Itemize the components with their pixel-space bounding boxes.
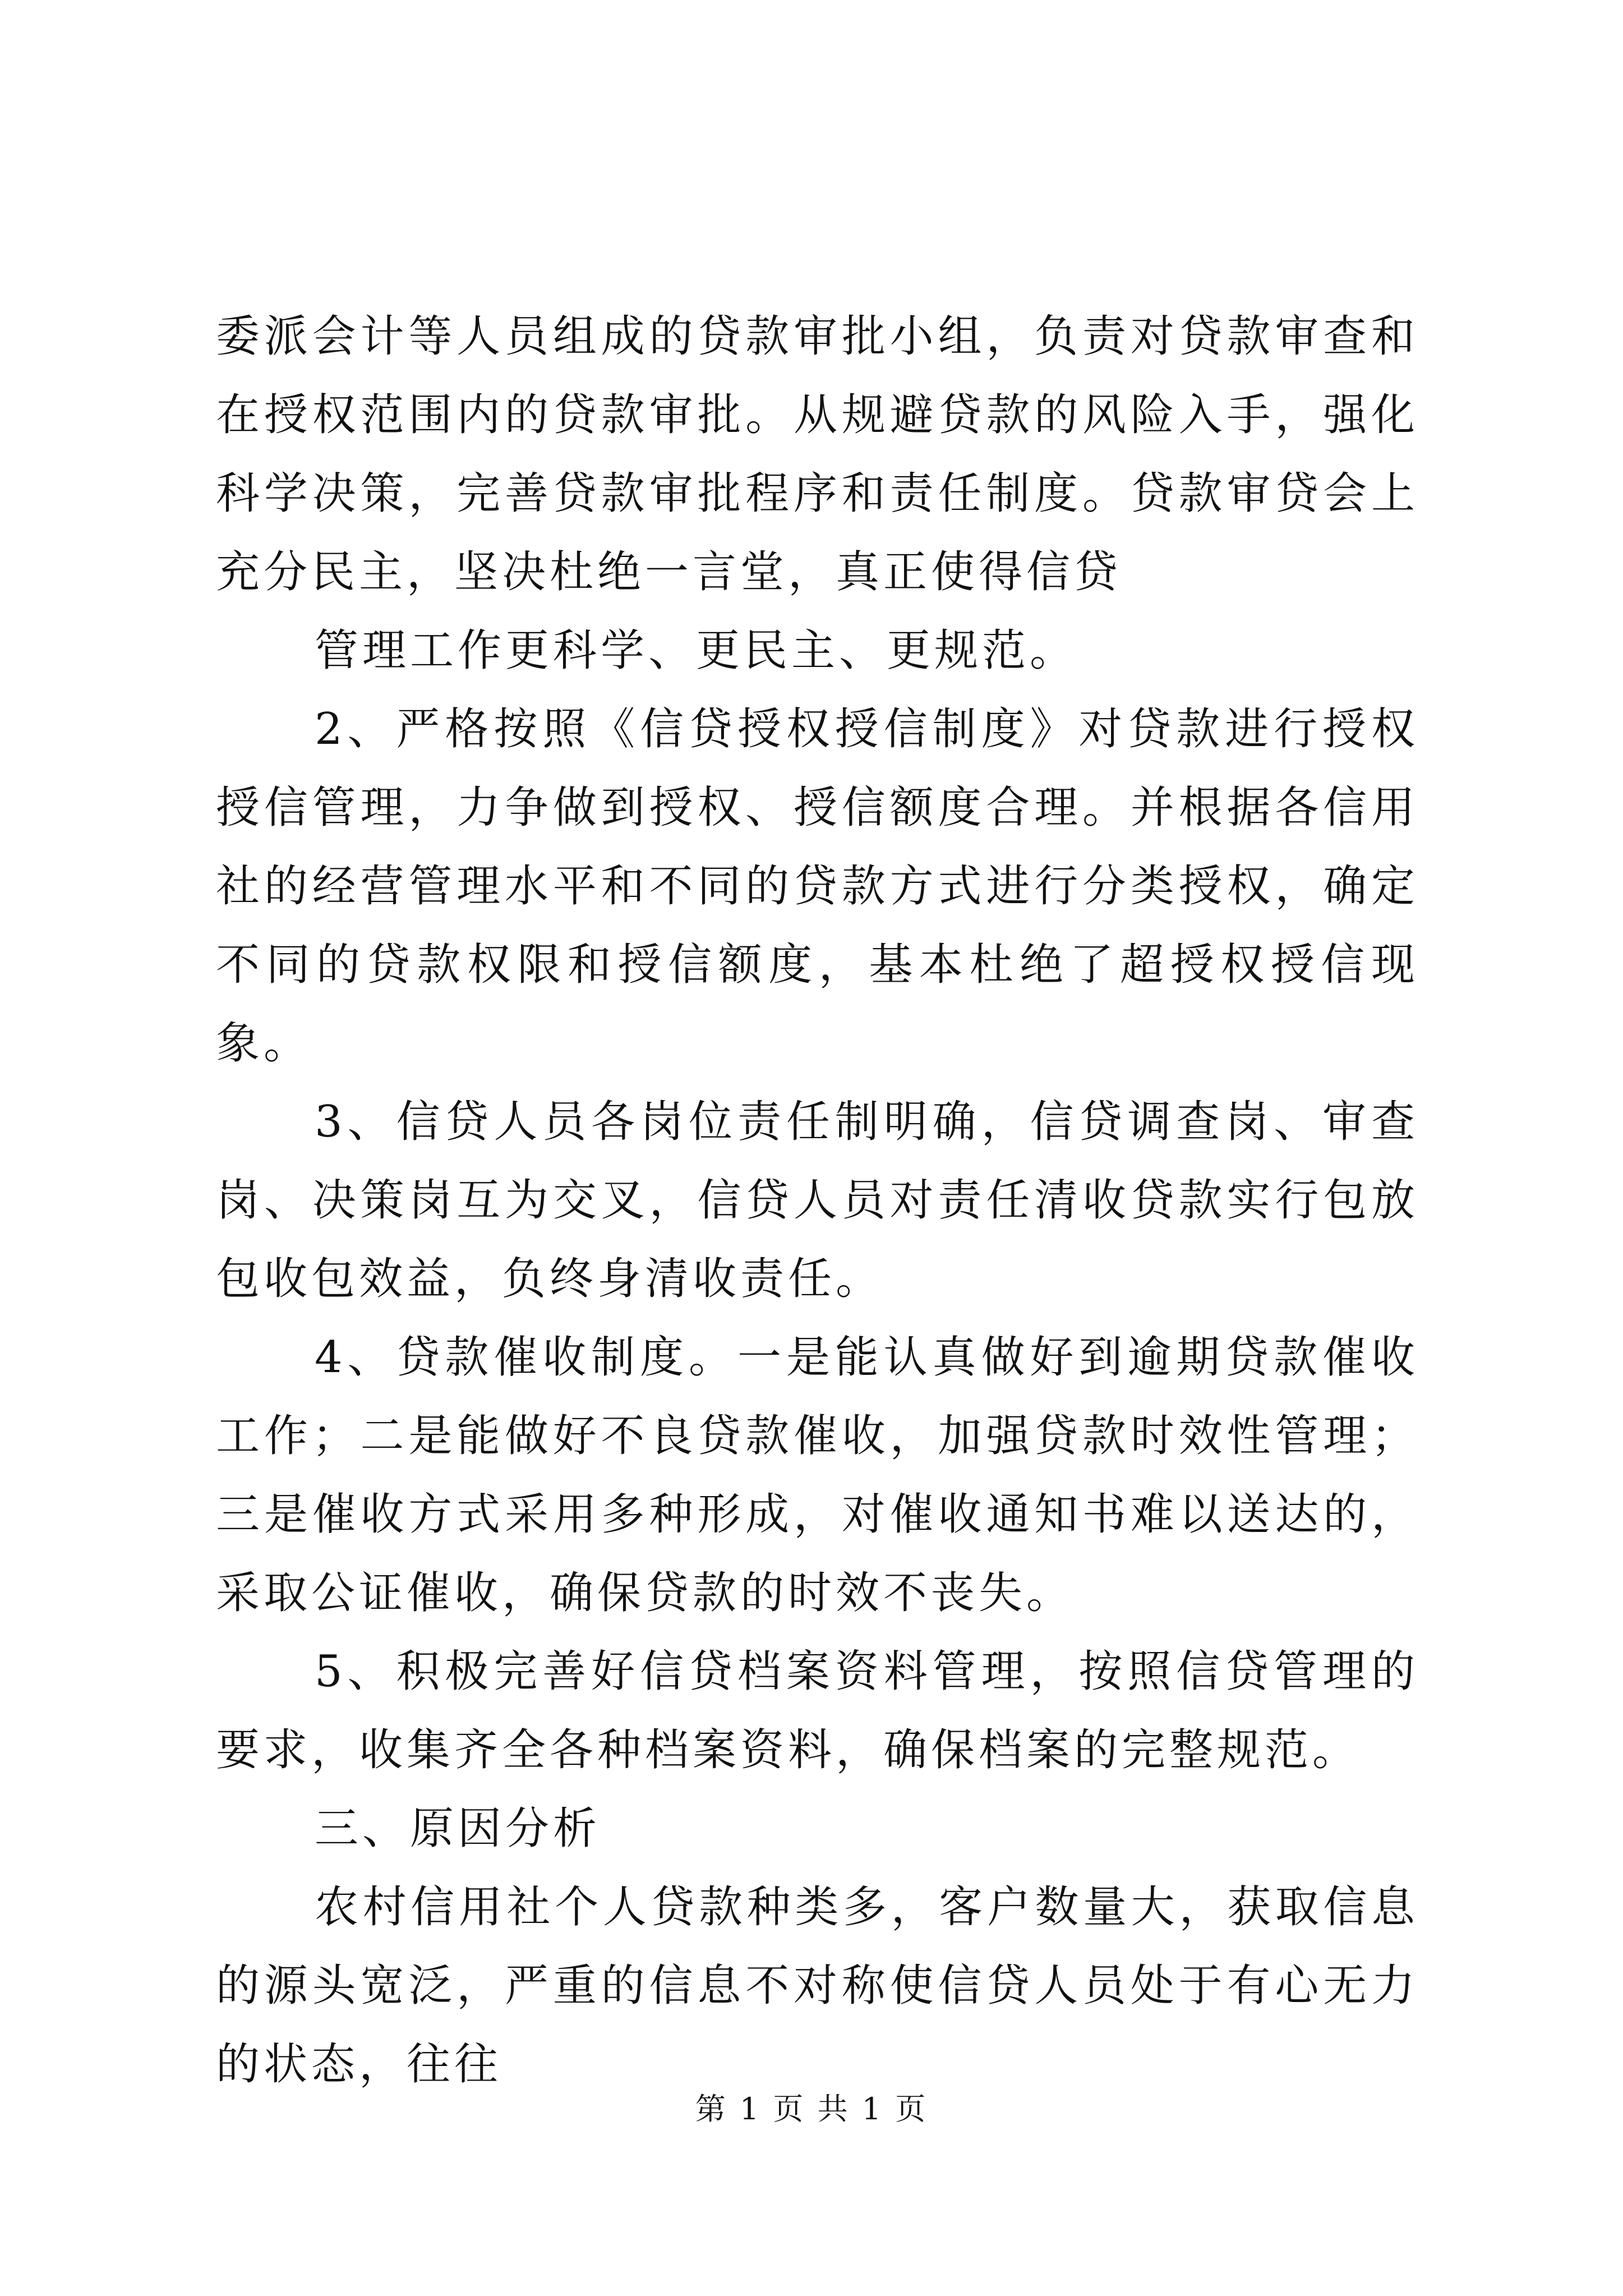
paragraph-item-3-responsibility: 3、信贷人员各岗位责任制明确，信贷调查岗、审查岗、决策岗互为交叉，信贷人员对责任清收贷款实行包放包收包效益，负终身清收责任。 bbox=[216, 1097, 1419, 1304]
paragraph-loan-approval-group: 委派会计等人员组成的贷款审批小组，负责对贷款审查和在授权范围内的贷款审批。从规避贷款的风险入手，强化科学决策，完善贷款审批程序和责任制度。贷款审贷会上充分民主，坚决杜绝一言堂，真正使得信贷 bbox=[216, 311, 1419, 597]
paragraph-item-2-authorization: 2、严格按照《信贷授权授信制度》对贷款进行授权授信管理，力争做到授权、授信额度合理。并根据各信用社的经营管理水平和不同的贷款方式进行分类授权，确定不同的贷款权限和授信额度，基本杜绝了超授权授信现象。 bbox=[216, 704, 1419, 1069]
paragraph-item-4-collection: 4、贷款催收制度。一是能认真做好到逾期贷款催收工作；二是能做好不良贷款催收，加强贷款时效性管理；三是催收方式采用多种形成，对催收通知书难以送达的，采取公证催收，确保贷款的时效不丧失。 bbox=[216, 1332, 1419, 1618]
document-body bbox=[216, 297, 1419, 2104]
paragraph-item-5-archives: 5、积极完善好信贷档案资料管理，按照信贷管理的要求，收集齐全各种档案资料，确保档案的完整规范。 bbox=[216, 1646, 1419, 1775]
paragraph-cause-analysis: 农村信用社个人贷款种类多，客户数量大，获取信息的源头宽泛，严重的信息不对称使信贷人员处于有心无力的状态，往往 bbox=[216, 1882, 1419, 2090]
section-heading-cause-analysis: 三、原因分析 bbox=[315, 1803, 601, 1854]
page-footer: 第 1 页 共 1 页 bbox=[695, 2091, 928, 2127]
paragraph-credit-management: 管理工作更科学、更民主、更规范。 bbox=[315, 625, 1078, 676]
